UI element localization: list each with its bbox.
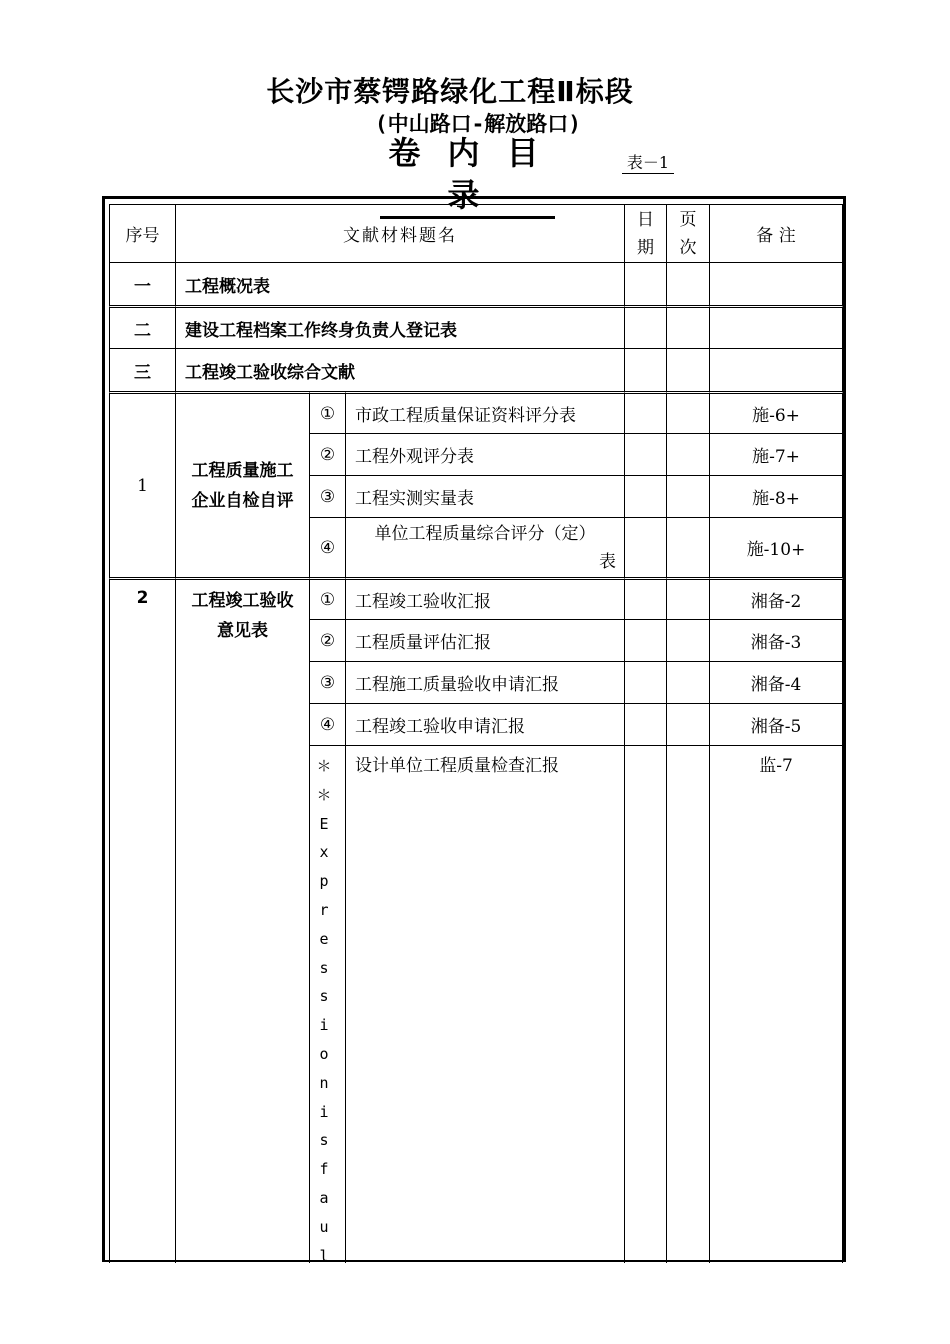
g1-item-4-name-line1: 单位工程质量综合评分（定） <box>374 523 596 544</box>
header-page-1: 页 <box>679 209 697 230</box>
section-1-page <box>666 262 709 305</box>
g1-item-2-remark: 施-7+ <box>709 433 843 475</box>
group-1-label: 工程质量施工企业自检自评 <box>175 391 309 577</box>
g1-item-3-page <box>666 475 709 517</box>
g2-item-1-page <box>666 577 709 619</box>
section-3-title: 工程竣工验收综合文献 <box>175 348 624 391</box>
vertical-char: p <box>319 872 329 891</box>
g1-item-1-page <box>666 391 709 433</box>
g2-item-3-mark: ③ <box>309 661 345 703</box>
section-3-remark <box>709 348 843 391</box>
g1-item-1-mark: ① <box>309 391 345 433</box>
g2-item-3-page <box>666 661 709 703</box>
section-2-remark <box>709 305 843 348</box>
section-2-date <box>624 305 666 348</box>
g1-item-3-mark: ③ <box>309 475 345 517</box>
header-page <box>666 204 709 262</box>
section-heading: 卷 内 目 录 <box>380 132 555 219</box>
header-name: 文献材料题名 <box>175 204 624 262</box>
vertical-char: i <box>319 1016 329 1035</box>
section-1-no: 一 <box>109 262 175 305</box>
document-title: 长沙市蔡锷路绿化工程Ⅱ标段 <box>266 75 634 108</box>
vertical-char: l <box>319 1246 329 1265</box>
error-vertical-text <box>308 752 340 1270</box>
g1-item-4-page <box>666 517 709 577</box>
vertical-char: ＊ <box>316 785 332 804</box>
g2-item-2-remark: 湘备-3 <box>709 619 843 661</box>
vertical-char: i <box>319 1102 329 1121</box>
section-3-page <box>666 348 709 391</box>
vertical-char: s <box>319 987 329 1006</box>
vertical-char: x <box>319 843 329 862</box>
section-3-date <box>624 348 666 391</box>
g2-item-4-remark: 湘备-5 <box>709 703 843 745</box>
g1-item-2-page <box>666 433 709 475</box>
catalog-table <box>102 196 846 1262</box>
section-2-title: 建设工程档案工作终身负责人登记表 <box>175 305 624 348</box>
g2-item-1-remark: 湘备-2 <box>709 577 843 619</box>
g2-item-3-name: 工程施工质量验收申请汇报 <box>345 661 624 703</box>
vertical-char: a <box>319 1188 329 1207</box>
header-seq: 序号 <box>109 204 175 262</box>
g1-item-3-date <box>624 475 666 517</box>
g2-item-5-remark: 监-7 <box>709 745 843 1263</box>
vertical-char: f <box>319 1160 329 1179</box>
header-date-1: 日 <box>637 209 654 230</box>
g2-item-5-name: 设计单位工程质量检查汇报 <box>345 745 624 1263</box>
g1-item-3-remark: 施-8+ <box>709 475 843 517</box>
g1-item-2-name: 工程外观评分表 <box>345 433 624 475</box>
header-page-2: 次 <box>679 237 697 258</box>
section-2-no: 二 <box>109 305 175 348</box>
g1-item-1-remark: 施-6+ <box>709 391 843 433</box>
g2-item-3-date <box>624 661 666 703</box>
g2-item-3-remark: 湘备-4 <box>709 661 843 703</box>
header-date-2: 期 <box>637 237 654 258</box>
g2-item-1-mark: ① <box>309 577 345 619</box>
form-number: 表－1 <box>622 150 674 174</box>
vertical-char: r <box>319 900 329 919</box>
g2-item-2-mark: ② <box>309 619 345 661</box>
section-3-no: 三 <box>109 348 175 391</box>
vertical-char: s <box>319 1131 329 1150</box>
g2-item-2-name: 工程质量评估汇报 <box>345 619 624 661</box>
g2-item-2-page <box>666 619 709 661</box>
g2-item-4-date <box>624 703 666 745</box>
vertical-char: o <box>319 1044 329 1063</box>
document-subtitle: (中山路口-解放路口) <box>375 112 581 136</box>
g2-item-2-date <box>624 619 666 661</box>
group-2-label: 工程竣工验收意见表 <box>175 577 309 1263</box>
g1-item-4-name <box>345 517 624 577</box>
g2-item-1-date <box>624 577 666 619</box>
g1-item-1-date <box>624 391 666 433</box>
vertical-char: e <box>319 929 329 948</box>
vertical-char: s <box>319 958 329 977</box>
g2-item-4-mark: ④ <box>309 703 345 745</box>
g1-item-4-remark: 施-10+ <box>709 517 843 577</box>
g1-item-2-date <box>624 433 666 475</box>
g1-item-4-date <box>624 517 666 577</box>
g2-item-5-date <box>624 745 666 1263</box>
g1-item-2-mark: ② <box>309 433 345 475</box>
section-1-remark <box>709 262 843 305</box>
g2-item-4-page <box>666 703 709 745</box>
section-2-page <box>666 305 709 348</box>
g1-item-4-name-line2: 表 <box>599 551 616 572</box>
g1-item-4-mark: ④ <box>309 517 345 577</box>
vertical-char: u <box>319 1217 329 1236</box>
vertical-char: E <box>319 814 329 833</box>
g2-item-1-name: 工程竣工验收汇报 <box>345 577 624 619</box>
section-1-title: 工程概况表 <box>175 262 624 305</box>
group-2-no: 2 <box>109 577 175 1263</box>
g1-item-1-name: 市政工程质量保证资料评分表 <box>345 391 624 433</box>
vertical-char: ＊ <box>316 757 332 775</box>
header-remark: 备 注 <box>709 204 843 262</box>
section-1-date <box>624 262 666 305</box>
g1-item-3-name: 工程实测实量表 <box>345 475 624 517</box>
group-1-no: 1 <box>109 391 175 577</box>
g2-item-5-page <box>666 745 709 1263</box>
g2-item-4-name: 工程竣工验收申请汇报 <box>345 703 624 745</box>
header-date <box>624 204 666 262</box>
vertical-char: n <box>319 1073 329 1092</box>
